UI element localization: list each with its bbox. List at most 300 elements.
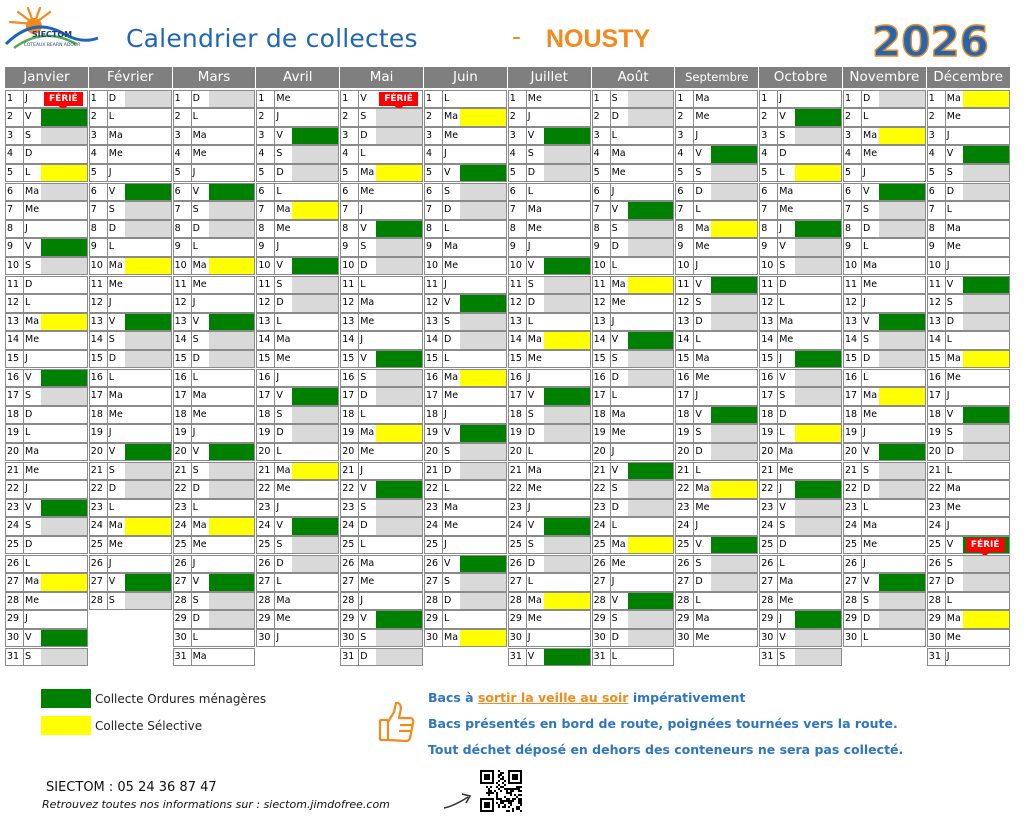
weekday-letter: S bbox=[23, 649, 43, 666]
day-cell bbox=[508, 257, 591, 276]
month-header: Août bbox=[592, 67, 675, 88]
day-cell bbox=[843, 424, 926, 443]
day-number: 17 bbox=[174, 388, 192, 405]
day-cell bbox=[256, 257, 339, 276]
day-number: 29 bbox=[676, 611, 694, 628]
day-cell bbox=[89, 517, 172, 536]
day-number: 25 bbox=[341, 537, 359, 554]
weekday-letter: Me bbox=[777, 332, 797, 349]
day-cell bbox=[927, 406, 1010, 425]
weekday-letter: J bbox=[23, 481, 43, 498]
day-cell bbox=[173, 629, 256, 648]
day-cell bbox=[424, 462, 507, 481]
day-number: 24 bbox=[676, 518, 694, 535]
weekday-letter: Me bbox=[107, 146, 127, 163]
weekend-mark bbox=[460, 184, 506, 201]
day-cell bbox=[173, 183, 256, 202]
day-cell bbox=[89, 127, 172, 146]
weekday-letter: V bbox=[107, 574, 127, 591]
weekday-letter: Ma bbox=[442, 109, 462, 126]
day-number: 11 bbox=[844, 277, 862, 294]
day-cell bbox=[675, 127, 758, 146]
day-number: 9 bbox=[760, 239, 778, 256]
day-number: 19 bbox=[6, 425, 24, 442]
weekend-mark bbox=[41, 128, 87, 145]
weekday-letter: S bbox=[107, 593, 127, 610]
day-number: 30 bbox=[174, 630, 192, 647]
month-header: Décembre bbox=[927, 67, 1010, 88]
empty-mark bbox=[376, 146, 422, 163]
empty-mark bbox=[628, 425, 674, 442]
day-number: 9 bbox=[676, 239, 694, 256]
empty-mark bbox=[41, 463, 87, 480]
info-line-3: Tout déchet déposé en dehors des conteneurs ne sera pas collecté. bbox=[428, 742, 904, 757]
month-header: Juillet bbox=[508, 67, 591, 88]
weekend-mark bbox=[376, 500, 422, 517]
weekend-mark bbox=[460, 574, 506, 591]
day-cell bbox=[675, 90, 758, 109]
empty-mark bbox=[963, 332, 1009, 349]
empty-mark bbox=[41, 146, 87, 163]
day-cell bbox=[592, 294, 675, 313]
weekday-letter: Me bbox=[191, 277, 211, 294]
weekend-mark bbox=[125, 481, 171, 498]
day-number: 11 bbox=[341, 277, 359, 294]
day-number: 17 bbox=[676, 388, 694, 405]
day-cell bbox=[424, 201, 507, 220]
day-cell bbox=[173, 127, 256, 146]
day-number: 8 bbox=[509, 221, 527, 238]
weekday-letter: D bbox=[191, 611, 211, 628]
weekend-mark bbox=[795, 518, 841, 535]
weekend-mark bbox=[795, 128, 841, 145]
day-cell bbox=[759, 183, 842, 202]
empty-mark bbox=[292, 370, 338, 387]
weekday-letter: D bbox=[442, 202, 462, 219]
empty-mark bbox=[628, 295, 674, 312]
ordures-collection-mark bbox=[209, 314, 255, 331]
empty-mark bbox=[292, 611, 338, 628]
weekday-letter: D bbox=[610, 500, 630, 517]
empty-mark bbox=[209, 295, 255, 312]
day-number: 7 bbox=[676, 202, 694, 219]
weekday-letter: S bbox=[191, 463, 211, 480]
selective-collection-mark bbox=[41, 165, 87, 182]
day-cell bbox=[508, 220, 591, 239]
ordures-collection-mark bbox=[41, 630, 87, 647]
weekday-letter: J bbox=[945, 649, 965, 666]
weekday-letter: J bbox=[861, 295, 881, 312]
weekday-letter: V bbox=[945, 407, 965, 424]
day-number: 1 bbox=[844, 91, 862, 108]
weekday-letter: V bbox=[693, 537, 713, 554]
day-cell bbox=[173, 499, 256, 518]
day-number: 22 bbox=[341, 481, 359, 498]
day-number: 7 bbox=[509, 202, 527, 219]
legend-selective-label: Collecte Sélective bbox=[95, 719, 203, 733]
day-cell bbox=[5, 480, 88, 499]
day-cell bbox=[675, 499, 758, 518]
day-number: 15 bbox=[760, 351, 778, 368]
weekday-letter: S bbox=[945, 165, 965, 182]
empty-mark bbox=[963, 258, 1009, 275]
day-cell bbox=[89, 257, 172, 276]
weekday-letter: S bbox=[526, 537, 546, 554]
weekday-letter: S bbox=[358, 370, 378, 387]
empty-mark bbox=[879, 295, 925, 312]
day-number: 10 bbox=[341, 258, 359, 275]
day-cell bbox=[5, 294, 88, 313]
weekend-mark bbox=[711, 425, 757, 442]
selective-collection-mark bbox=[879, 128, 925, 145]
weekday-letter: V bbox=[693, 277, 713, 294]
day-number: 22 bbox=[257, 481, 275, 498]
weekday-letter: Me bbox=[442, 128, 462, 145]
weekend-mark bbox=[376, 649, 422, 666]
day-number: 28 bbox=[425, 593, 443, 610]
ordures-collection-mark bbox=[292, 258, 338, 275]
day-number: 2 bbox=[928, 109, 946, 126]
day-cell bbox=[5, 443, 88, 462]
day-number: 13 bbox=[593, 314, 611, 331]
empty-mark bbox=[879, 407, 925, 424]
day-cell bbox=[89, 480, 172, 499]
weekday-letter: Me bbox=[191, 407, 211, 424]
weekday-letter: J bbox=[358, 202, 378, 219]
weekday-letter: Me bbox=[777, 202, 797, 219]
info-line-1 bbox=[428, 690, 745, 705]
day-number: 5 bbox=[341, 165, 359, 182]
day-number: 8 bbox=[174, 221, 192, 238]
weekday-letter: Me bbox=[358, 574, 378, 591]
weekend-mark bbox=[628, 109, 674, 126]
weekday-letter: S bbox=[693, 295, 713, 312]
day-number: 25 bbox=[928, 537, 946, 554]
weekday-letter: V bbox=[23, 500, 43, 517]
day-number: 6 bbox=[509, 184, 527, 201]
weekend-mark bbox=[628, 91, 674, 108]
day-cell bbox=[424, 369, 507, 388]
day-cell bbox=[256, 276, 339, 295]
day-number: 28 bbox=[928, 593, 946, 610]
day-number: 10 bbox=[760, 258, 778, 275]
day-cell bbox=[592, 276, 675, 295]
day-number: 17 bbox=[6, 388, 24, 405]
weekday-letter: L bbox=[861, 630, 881, 647]
day-number: 28 bbox=[509, 593, 527, 610]
month-header: Octobre bbox=[759, 67, 842, 88]
weekday-letter: D bbox=[693, 314, 713, 331]
day-cell bbox=[508, 90, 591, 109]
weekday-letter: V bbox=[945, 146, 965, 163]
weekend-mark bbox=[460, 202, 506, 219]
day-cell bbox=[508, 499, 591, 518]
day-cell bbox=[5, 573, 88, 592]
day-cell bbox=[843, 164, 926, 183]
day-cell bbox=[173, 387, 256, 406]
day-number: 23 bbox=[844, 500, 862, 517]
calendar-grid bbox=[5, 67, 1011, 665]
ordures-collection-mark bbox=[209, 574, 255, 591]
day-number: 5 bbox=[593, 165, 611, 182]
weekday-letter: V bbox=[191, 444, 211, 461]
day-cell bbox=[675, 424, 758, 443]
weekday-letter: S bbox=[861, 332, 881, 349]
weekday-letter: L bbox=[191, 630, 211, 647]
empty-mark bbox=[41, 593, 87, 610]
empty-mark bbox=[376, 463, 422, 480]
day-cell bbox=[843, 629, 926, 648]
weekday-letter: Me bbox=[693, 630, 713, 647]
day-cell bbox=[759, 462, 842, 481]
weekday-letter: S bbox=[693, 165, 713, 182]
day-number: 29 bbox=[341, 611, 359, 628]
empty-mark bbox=[209, 500, 255, 517]
empty-mark bbox=[963, 239, 1009, 256]
day-cell bbox=[592, 313, 675, 332]
day-cell bbox=[424, 331, 507, 350]
weekday-letter: L bbox=[274, 444, 294, 461]
day-cell bbox=[173, 108, 256, 127]
empty-mark bbox=[963, 630, 1009, 647]
day-number: 16 bbox=[593, 370, 611, 387]
day-cell bbox=[843, 294, 926, 313]
day-cell bbox=[5, 108, 88, 127]
day-number: 25 bbox=[6, 537, 24, 554]
day-number: 10 bbox=[257, 258, 275, 275]
day-number: 31 bbox=[928, 649, 946, 666]
day-number: 2 bbox=[257, 109, 275, 126]
day-cell bbox=[927, 610, 1010, 629]
ordures-collection-mark bbox=[963, 277, 1009, 294]
day-cell bbox=[508, 387, 591, 406]
empty-mark bbox=[963, 649, 1009, 666]
day-cell bbox=[927, 276, 1010, 295]
day-cell bbox=[340, 573, 423, 592]
weekday-letter: Ma bbox=[777, 184, 797, 201]
weekday-letter: Ma bbox=[526, 463, 546, 480]
website-link[interactable]: Retrouvez toutes nos informations sur : siectom.jimdofree.com bbox=[42, 798, 390, 811]
weekday-letter: V bbox=[107, 314, 127, 331]
empty-mark bbox=[376, 332, 422, 349]
empty-mark bbox=[209, 425, 255, 442]
day-number: 3 bbox=[257, 128, 275, 145]
day-number: 28 bbox=[593, 593, 611, 610]
empty-mark bbox=[209, 165, 255, 182]
weekend-mark bbox=[209, 611, 255, 628]
day-number: 13 bbox=[174, 314, 192, 331]
selective-collection-mark bbox=[628, 277, 674, 294]
day-number: 22 bbox=[174, 481, 192, 498]
weekday-letter: L bbox=[191, 109, 211, 126]
empty-mark bbox=[41, 277, 87, 294]
empty-mark bbox=[125, 370, 171, 387]
day-number: 3 bbox=[174, 128, 192, 145]
weekday-letter: Me bbox=[107, 537, 127, 554]
empty-mark bbox=[795, 593, 841, 610]
weekend-mark bbox=[292, 407, 338, 424]
day-number: 18 bbox=[174, 407, 192, 424]
day-cell bbox=[5, 499, 88, 518]
day-cell bbox=[173, 536, 256, 555]
day-cell bbox=[89, 555, 172, 574]
weekend-mark bbox=[209, 332, 255, 349]
day-cell bbox=[675, 369, 758, 388]
day-number: 20 bbox=[928, 444, 946, 461]
weekend-mark bbox=[292, 295, 338, 312]
day-number: 20 bbox=[425, 444, 443, 461]
day-number: 14 bbox=[593, 332, 611, 349]
empty-mark bbox=[460, 146, 506, 163]
empty-mark bbox=[376, 593, 422, 610]
day-cell bbox=[927, 313, 1010, 332]
day-cell bbox=[508, 294, 591, 313]
weekday-letter: V bbox=[777, 370, 797, 387]
day-cell bbox=[256, 499, 339, 518]
weekday-letter: Me bbox=[274, 481, 294, 498]
empty-mark bbox=[41, 351, 87, 368]
day-cell bbox=[675, 145, 758, 164]
weekday-letter: Ma bbox=[945, 351, 965, 368]
weekday-letter: S bbox=[107, 202, 127, 219]
day-number: 17 bbox=[844, 388, 862, 405]
day-number: 29 bbox=[928, 611, 946, 628]
ordures-collection-mark bbox=[795, 481, 841, 498]
weekday-letter: Ma bbox=[777, 314, 797, 331]
day-number: 14 bbox=[760, 332, 778, 349]
empty-mark bbox=[795, 444, 841, 461]
day-cell bbox=[5, 183, 88, 202]
weekday-letter: L bbox=[191, 239, 211, 256]
day-cell bbox=[592, 648, 675, 667]
day-number: 7 bbox=[844, 202, 862, 219]
weekday-letter: Ma bbox=[191, 128, 211, 145]
weekend-mark bbox=[711, 444, 757, 461]
day-cell bbox=[256, 424, 339, 443]
weekday-letter: V bbox=[693, 146, 713, 163]
day-number: 29 bbox=[257, 611, 275, 628]
day-number: 10 bbox=[90, 258, 108, 275]
day-cell bbox=[759, 555, 842, 574]
day-cell bbox=[5, 164, 88, 183]
day-number: 2 bbox=[509, 109, 527, 126]
weekday-letter: S bbox=[693, 425, 713, 442]
day-number: 2 bbox=[341, 109, 359, 126]
day-cell bbox=[843, 536, 926, 555]
empty-mark bbox=[544, 481, 590, 498]
weekday-letter: S bbox=[358, 500, 378, 517]
weekday-letter: J bbox=[107, 556, 127, 573]
empty-mark bbox=[879, 537, 925, 554]
qr-code-icon[interactable] bbox=[480, 770, 522, 812]
weekday-letter: J bbox=[358, 332, 378, 349]
day-number: 6 bbox=[6, 184, 24, 201]
day-number: 18 bbox=[341, 407, 359, 424]
weekday-letter: D bbox=[861, 221, 881, 238]
empty-mark bbox=[544, 314, 590, 331]
weekday-letter: D bbox=[442, 463, 462, 480]
day-cell bbox=[256, 331, 339, 350]
day-cell bbox=[5, 257, 88, 276]
empty-mark bbox=[879, 370, 925, 387]
empty-mark bbox=[711, 351, 757, 368]
weekday-letter: L bbox=[526, 574, 546, 591]
day-number: 23 bbox=[425, 500, 443, 517]
weekend-mark bbox=[963, 444, 1009, 461]
day-cell bbox=[340, 313, 423, 332]
day-cell bbox=[927, 90, 1010, 109]
weekday-letter: V bbox=[191, 574, 211, 591]
weekday-letter: S bbox=[777, 258, 797, 275]
weekday-letter: Ma bbox=[23, 314, 43, 331]
empty-mark bbox=[711, 91, 757, 108]
ordures-collection-mark bbox=[879, 444, 925, 461]
day-cell bbox=[759, 145, 842, 164]
weekend-mark bbox=[795, 388, 841, 405]
day-number: 30 bbox=[593, 630, 611, 647]
day-cell bbox=[89, 313, 172, 332]
day-cell bbox=[843, 90, 926, 109]
day-number: 16 bbox=[90, 370, 108, 387]
day-number: 25 bbox=[676, 537, 694, 554]
weekday-letter: S bbox=[526, 277, 546, 294]
weekday-letter: Me bbox=[693, 500, 713, 517]
empty-mark bbox=[628, 574, 674, 591]
weekend-mark bbox=[460, 444, 506, 461]
day-cell bbox=[592, 480, 675, 499]
day-cell bbox=[592, 127, 675, 146]
day-cell bbox=[675, 313, 758, 332]
weekday-letter: S bbox=[23, 258, 43, 275]
empty-mark bbox=[209, 370, 255, 387]
day-cell bbox=[424, 313, 507, 332]
empty-mark bbox=[460, 407, 506, 424]
weekend-mark bbox=[963, 574, 1009, 591]
day-number: 17 bbox=[509, 388, 527, 405]
weekday-letter: J bbox=[526, 630, 546, 647]
weekday-letter: L bbox=[191, 500, 211, 517]
info-line-1-a: Bacs à bbox=[428, 690, 478, 705]
day-number: 11 bbox=[257, 277, 275, 294]
day-number: 28 bbox=[760, 593, 778, 610]
day-cell bbox=[759, 517, 842, 536]
weekday-letter: V bbox=[274, 518, 294, 535]
day-number: 10 bbox=[928, 258, 946, 275]
weekday-letter: Ma bbox=[442, 239, 462, 256]
day-cell bbox=[256, 313, 339, 332]
day-number: 21 bbox=[844, 463, 862, 480]
day-number: 4 bbox=[257, 146, 275, 163]
empty-mark bbox=[879, 146, 925, 163]
day-number: 27 bbox=[341, 574, 359, 591]
day-cell bbox=[508, 108, 591, 127]
day-cell bbox=[256, 238, 339, 257]
weekday-letter: D bbox=[777, 537, 797, 554]
weekday-letter: V bbox=[23, 109, 43, 126]
day-number: 25 bbox=[593, 537, 611, 554]
day-number: 4 bbox=[844, 146, 862, 163]
empty-mark bbox=[292, 630, 338, 647]
weekday-letter: D bbox=[358, 388, 378, 405]
day-number: 16 bbox=[760, 370, 778, 387]
weekday-letter: J bbox=[777, 481, 797, 498]
day-number: 8 bbox=[6, 221, 24, 238]
day-cell bbox=[340, 517, 423, 536]
day-number: 14 bbox=[6, 332, 24, 349]
weekday-letter: Me bbox=[23, 463, 43, 480]
empty-mark bbox=[209, 128, 255, 145]
day-cell bbox=[5, 331, 88, 350]
